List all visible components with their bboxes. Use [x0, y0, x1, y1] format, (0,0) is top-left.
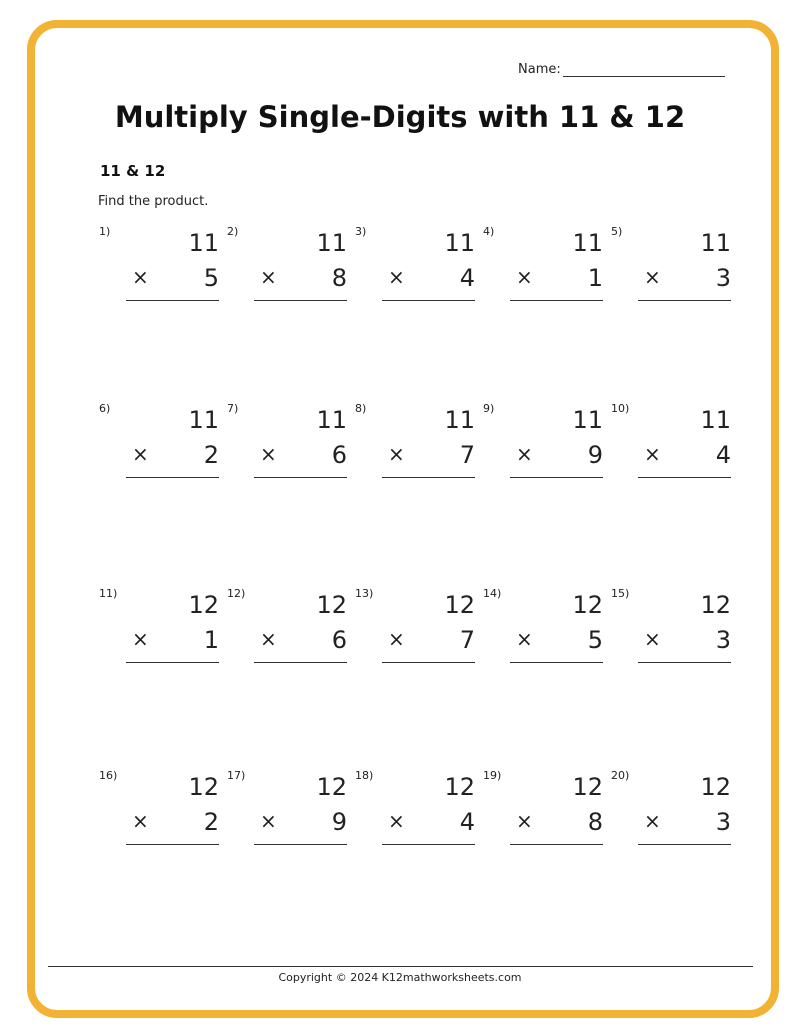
problem-number: 12) — [227, 587, 246, 600]
problem-9 — [483, 402, 603, 482]
answer-line — [638, 477, 731, 478]
problem-number: 8) — [355, 402, 367, 415]
problem-number: 13) — [355, 587, 374, 600]
top-number: 12 — [700, 773, 731, 801]
answer-line — [638, 662, 731, 663]
bottom-number: 9 — [587, 441, 603, 469]
problem-20 — [611, 769, 731, 849]
answer-line — [126, 300, 219, 301]
top-number: 12 — [188, 773, 219, 801]
bottom-number: 2 — [203, 441, 219, 469]
multiply-sign: × — [388, 265, 405, 289]
problem-16 — [99, 769, 219, 849]
bottom-number: 6 — [331, 626, 347, 654]
multiply-sign: × — [132, 442, 149, 466]
problem-number: 5) — [611, 225, 623, 238]
problem-19 — [483, 769, 603, 849]
problem-number: 19) — [483, 769, 502, 782]
answer-line — [126, 662, 219, 663]
problem-number: 4) — [483, 225, 495, 238]
footer-divider — [48, 966, 753, 967]
problem-number: 2) — [227, 225, 239, 238]
problem-17 — [227, 769, 347, 849]
bottom-number: 3 — [715, 626, 731, 654]
problem-6 — [99, 402, 219, 482]
multiply-sign: × — [516, 809, 533, 833]
multiply-sign: × — [132, 265, 149, 289]
bottom-number: 2 — [203, 808, 219, 836]
answer-line — [126, 477, 219, 478]
top-number: 12 — [316, 773, 347, 801]
problem-number: 6) — [99, 402, 111, 415]
multiply-sign: × — [260, 627, 277, 651]
problem-number: 14) — [483, 587, 502, 600]
top-number: 11 — [572, 406, 603, 434]
answer-line — [510, 844, 603, 845]
problem-8 — [355, 402, 475, 482]
answer-line — [382, 844, 475, 845]
answer-line — [382, 300, 475, 301]
problem-7 — [227, 402, 347, 482]
multiply-sign: × — [260, 442, 277, 466]
top-number: 11 — [316, 229, 347, 257]
problem-number: 20) — [611, 769, 630, 782]
answer-line — [382, 477, 475, 478]
problem-15 — [611, 587, 731, 667]
problem-number: 7) — [227, 402, 239, 415]
top-number: 11 — [444, 406, 475, 434]
answer-line — [638, 844, 731, 845]
problem-number: 17) — [227, 769, 246, 782]
answer-line — [254, 300, 347, 301]
answer-line — [510, 662, 603, 663]
top-number: 11 — [572, 229, 603, 257]
worksheet-subtitle: 11 & 12 — [100, 162, 166, 180]
problem-number: 10) — [611, 402, 630, 415]
multiply-sign: × — [260, 265, 277, 289]
bottom-number: 5 — [203, 264, 219, 292]
answer-line — [126, 844, 219, 845]
problem-10 — [611, 402, 731, 482]
answer-line — [510, 477, 603, 478]
worksheet-title: Multiply Single-Digits with 11 & 12 — [114, 100, 686, 134]
top-number: 11 — [188, 406, 219, 434]
bottom-number: 8 — [587, 808, 603, 836]
multiply-sign: × — [132, 809, 149, 833]
bottom-number: 7 — [459, 441, 475, 469]
problem-number: 18) — [355, 769, 374, 782]
problem-12 — [227, 587, 347, 667]
answer-line — [254, 477, 347, 478]
problem-number: 9) — [483, 402, 495, 415]
multiply-sign: × — [516, 442, 533, 466]
answer-line — [254, 844, 347, 845]
answer-line — [382, 662, 475, 663]
multiply-sign: × — [644, 442, 661, 466]
bottom-number: 4 — [715, 441, 731, 469]
top-number: 12 — [572, 773, 603, 801]
top-number: 11 — [188, 229, 219, 257]
top-number: 11 — [316, 406, 347, 434]
multiply-sign: × — [516, 627, 533, 651]
bottom-number: 3 — [715, 808, 731, 836]
bottom-number: 1 — [203, 626, 219, 654]
problem-number: 16) — [99, 769, 118, 782]
multiply-sign: × — [644, 265, 661, 289]
problem-3 — [355, 225, 475, 305]
problem-13 — [355, 587, 475, 667]
bottom-number: 9 — [331, 808, 347, 836]
problem-number: 11) — [99, 587, 118, 600]
problem-number: 15) — [611, 587, 630, 600]
answer-line — [254, 662, 347, 663]
top-number: 12 — [444, 773, 475, 801]
problem-1 — [99, 225, 219, 305]
top-number: 11 — [700, 229, 731, 257]
multiply-sign: × — [388, 442, 405, 466]
problem-18 — [355, 769, 475, 849]
bottom-number: 5 — [587, 626, 603, 654]
answer-line — [510, 300, 603, 301]
problem-14 — [483, 587, 603, 667]
problem-4 — [483, 225, 603, 305]
name-blank-line[interactable] — [563, 62, 725, 77]
name-field[interactable] — [518, 62, 725, 77]
multiply-sign: × — [644, 809, 661, 833]
multiply-sign: × — [388, 627, 405, 651]
problem-2 — [227, 225, 347, 305]
multiply-sign: × — [388, 809, 405, 833]
multiply-sign: × — [260, 809, 277, 833]
bottom-number: 8 — [331, 264, 347, 292]
bottom-number: 7 — [459, 626, 475, 654]
top-number: 11 — [700, 406, 731, 434]
top-number: 11 — [444, 229, 475, 257]
bottom-number: 4 — [459, 808, 475, 836]
problem-11 — [99, 587, 219, 667]
top-number: 12 — [700, 591, 731, 619]
bottom-number: 6 — [331, 441, 347, 469]
top-number: 12 — [572, 591, 603, 619]
problem-5 — [611, 225, 731, 305]
top-number: 12 — [444, 591, 475, 619]
top-number: 12 — [316, 591, 347, 619]
top-number: 12 — [188, 591, 219, 619]
answer-line — [638, 300, 731, 301]
instructions: Find the product. — [98, 194, 209, 209]
name-label: Name: — [518, 62, 561, 77]
problem-number: 1) — [99, 225, 111, 238]
copyright-text: Copyright © 2024 K12mathworksheets.com — [278, 971, 522, 984]
bottom-number: 4 — [459, 264, 475, 292]
multiply-sign: × — [132, 627, 149, 651]
multiply-sign: × — [644, 627, 661, 651]
bottom-number: 3 — [715, 264, 731, 292]
problem-number: 3) — [355, 225, 367, 238]
bottom-number: 1 — [587, 264, 603, 292]
multiply-sign: × — [516, 265, 533, 289]
